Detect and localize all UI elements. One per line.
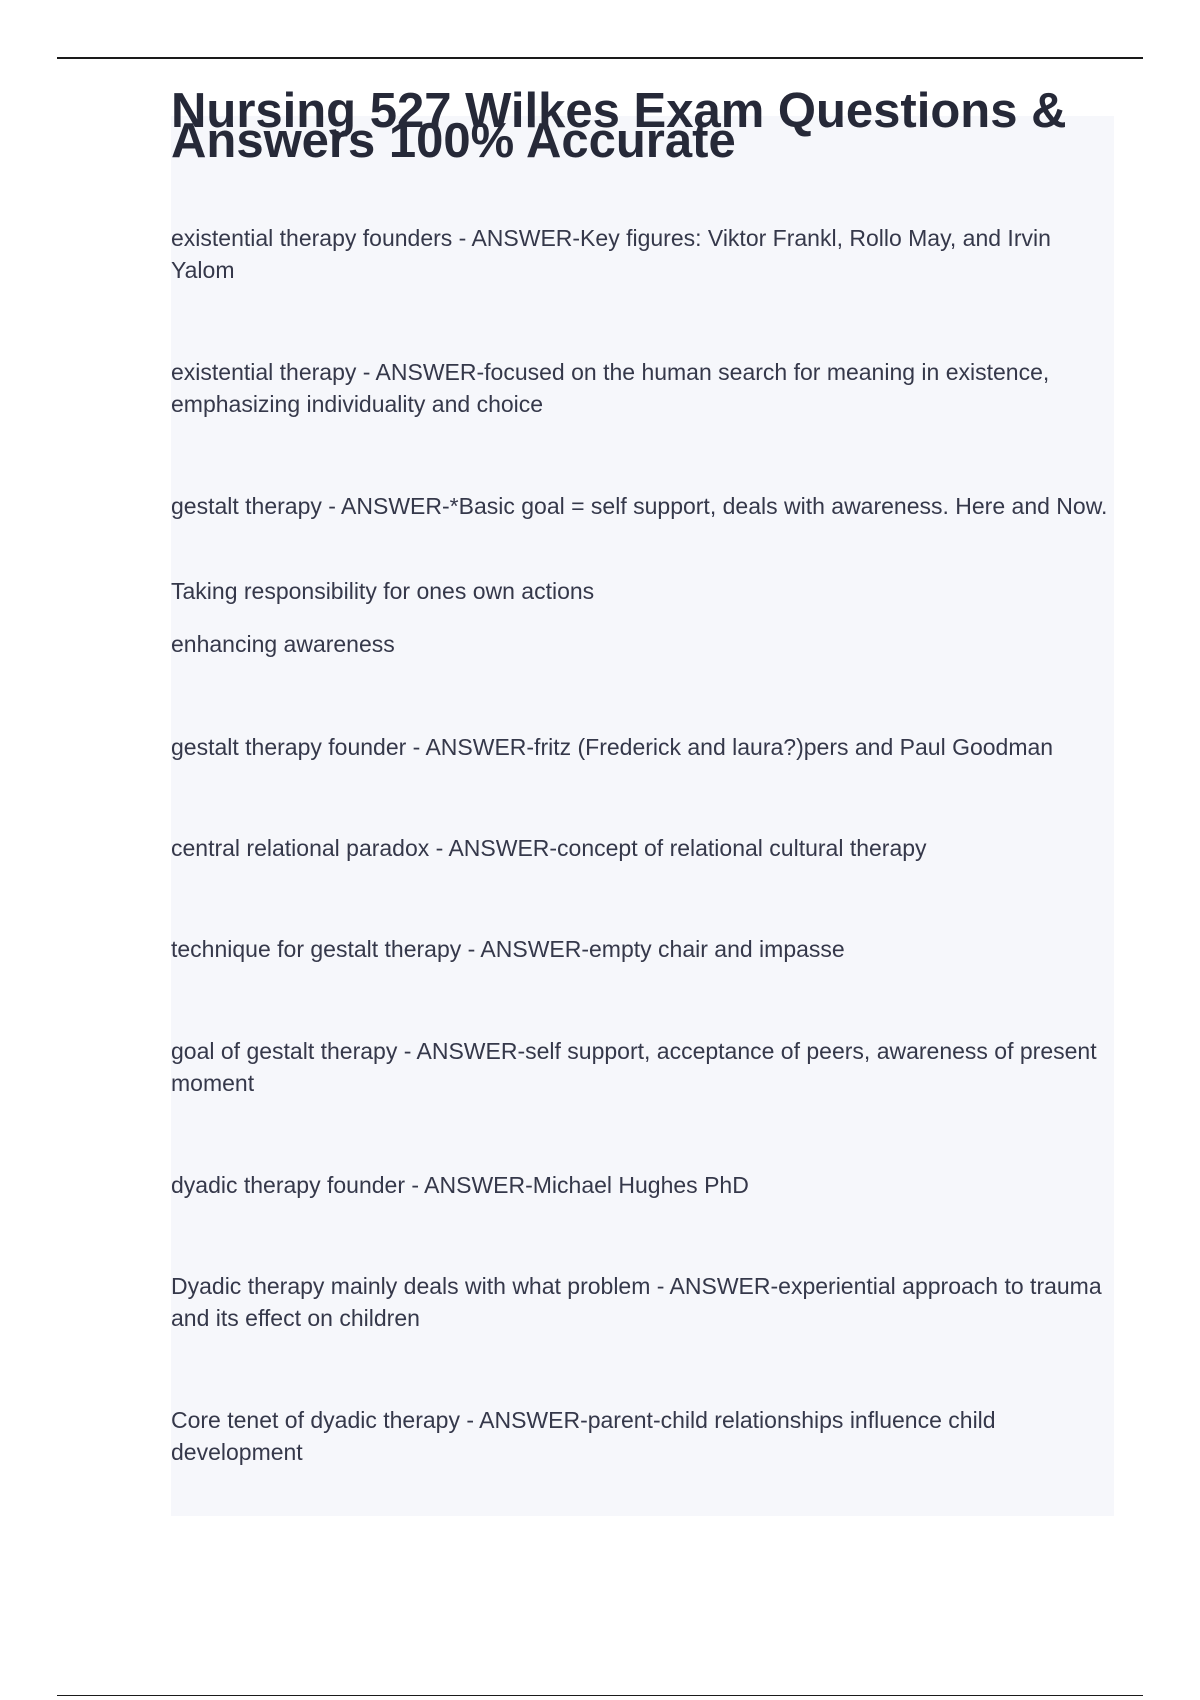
top-rule: [57, 57, 1143, 59]
qa-entry: technique for gestalt therapy - ANSWER-empty chair and impasse: [171, 936, 845, 962]
qa-entry: gestalt therapy - ANSWER-*Basic goal = self support, deals with awareness. Here and Now.: [171, 493, 1108, 519]
qa-entry: dyadic therapy founder - ANSWER-Michael Hughes PhD: [171, 1172, 749, 1198]
qa-entry: enhancing awareness: [171, 631, 395, 657]
qa-entry: Core tenet of dyadic therapy - ANSWER-parent-child relationships influence child development: [171, 1407, 996, 1465]
qa-entry: gestalt therapy founder - ANSWER-fritz (Frederick and laura?)pers and Paul Goodman: [171, 734, 1054, 760]
qa-entry: Taking responsibility for ones own actions: [171, 578, 595, 604]
qa-entry: Dyadic therapy mainly deals with what problem - ANSWER-experiential approach to trauma and its effect on children: [171, 1273, 1102, 1331]
qa-entry: central relational paradox - ANSWER-concept of relational cultural therapy: [171, 835, 927, 861]
qa-entry: existential therapy founders - ANSWER-Key figures: Viktor Frankl, Rollo May, and Irvin Yalom: [171, 225, 1051, 283]
qa-entry: goal of gestalt therapy - ANSWER-self support, acceptance of peers, awareness of present moment: [171, 1038, 1097, 1096]
bottom-rule: [57, 1695, 1143, 1696]
document-title: Nursing 527 Wilkes Exam Questions & Answers 100% Accurate: [171, 84, 1067, 168]
qa-entry: existential therapy - ANSWER-focused on the human search for meaning in existence, emphasizing individuality and choice: [171, 359, 1050, 417]
